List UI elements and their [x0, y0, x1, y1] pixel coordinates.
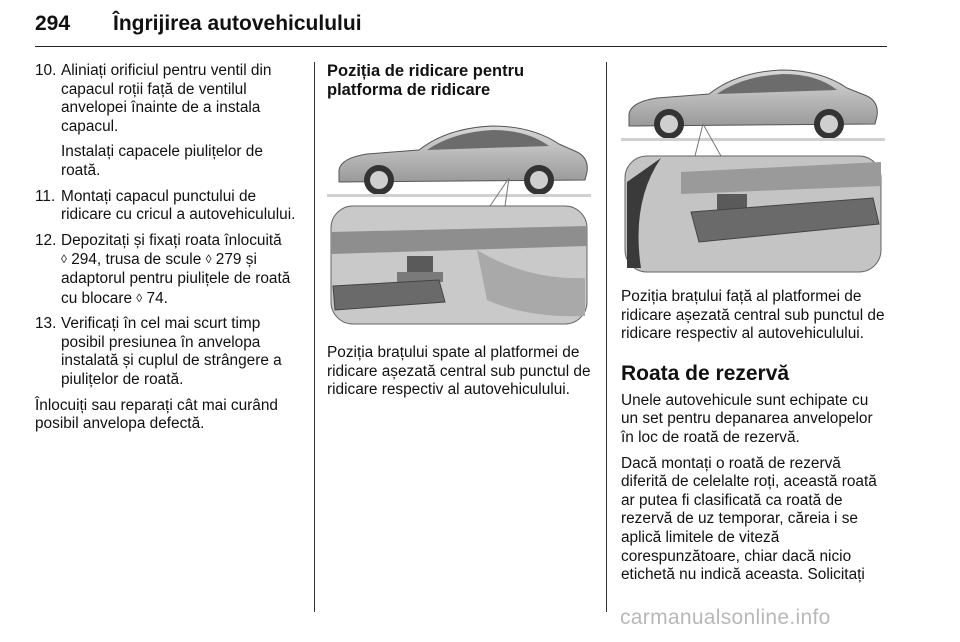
column-divider: [314, 62, 315, 612]
page-title: Îngrijirea autovehiculului: [113, 12, 362, 35]
front-lift-arm-illustration: [621, 62, 885, 276]
paragraph: Dacă montați o roată de rezervă diferită de celelalte roți, această roată ar putea fi clasificată ca roată de rezervă de uz temporar, căreia i se aplică limitele de viteză corespunzătoare, chiar dacă nicio etichetă nu indică aceasta. Solicitați: [621, 454, 877, 584]
section-title: Roata de rezervă: [621, 361, 790, 385]
figure-caption: Poziția brațului spate al platformei de ridicare așezată central sub punctul de ridicare respectiv al autovehiculului.: [327, 344, 591, 399]
watermark: carmanualsonline.info: [620, 606, 831, 629]
page-ref-icon: ◊: [205, 252, 212, 267]
list-item: 12. Depozitați și fixați roata înlocuită ◊ 294, trusa de scule ◊ 279 și adaptorul pentru piulițele de roată cu blocare ◊ 74.: [35, 231, 291, 307]
page-ref-icon: ◊: [136, 290, 143, 305]
figure-caption: Poziția brațului față al platformei de ridicare așezată central sub punctul de ridicare respectiv al autovehiculului.: [621, 288, 885, 343]
column-right: [621, 62, 887, 592]
page-number: 294: [35, 12, 71, 35]
list-item: 11. Montați capacul punctului de ridicare cu cricul a autovehiculului.: [35, 187, 296, 224]
closing-paragraph: Înlocuiți sau reparați cât mai curând posibil anvelopa defectă.: [35, 396, 278, 433]
column-divider: [606, 62, 607, 612]
page-ref-link[interactable]: 294: [71, 251, 97, 269]
rear-lift-arm-illustration: [327, 110, 591, 332]
step-note: Instalați capacele piulițelor de roată.: [61, 143, 263, 179]
page-ref-link[interactable]: 74: [146, 289, 164, 307]
steps-list: [35, 62, 303, 390]
column-middle: [327, 62, 593, 407]
paragraph: Unele autovehicule sunt echipate cu un set pentru depanarea anvelopelor în loc de roată de rezervă.: [621, 391, 873, 446]
page-ref-icon: ◊: [61, 252, 67, 267]
page-ref-link[interactable]: 279: [215, 251, 242, 269]
list-item: 13. Verificați în cel mai scurt timp posibil presiunea în anvelopa instalată și cuplul de strângere a piulițelor de roată.: [35, 315, 282, 388]
page-header: [35, 6, 887, 47]
list-item: 10. Aliniați orificiul pentru ventil din capacul roții față de ventilul anvelopei înainte de a instala capacul. Instalați capacele piulițelor de roată.: [35, 62, 303, 181]
section-heading: Poziția de ridicare pentru platforma de ridicare: [327, 62, 525, 99]
column-left: [35, 62, 303, 441]
